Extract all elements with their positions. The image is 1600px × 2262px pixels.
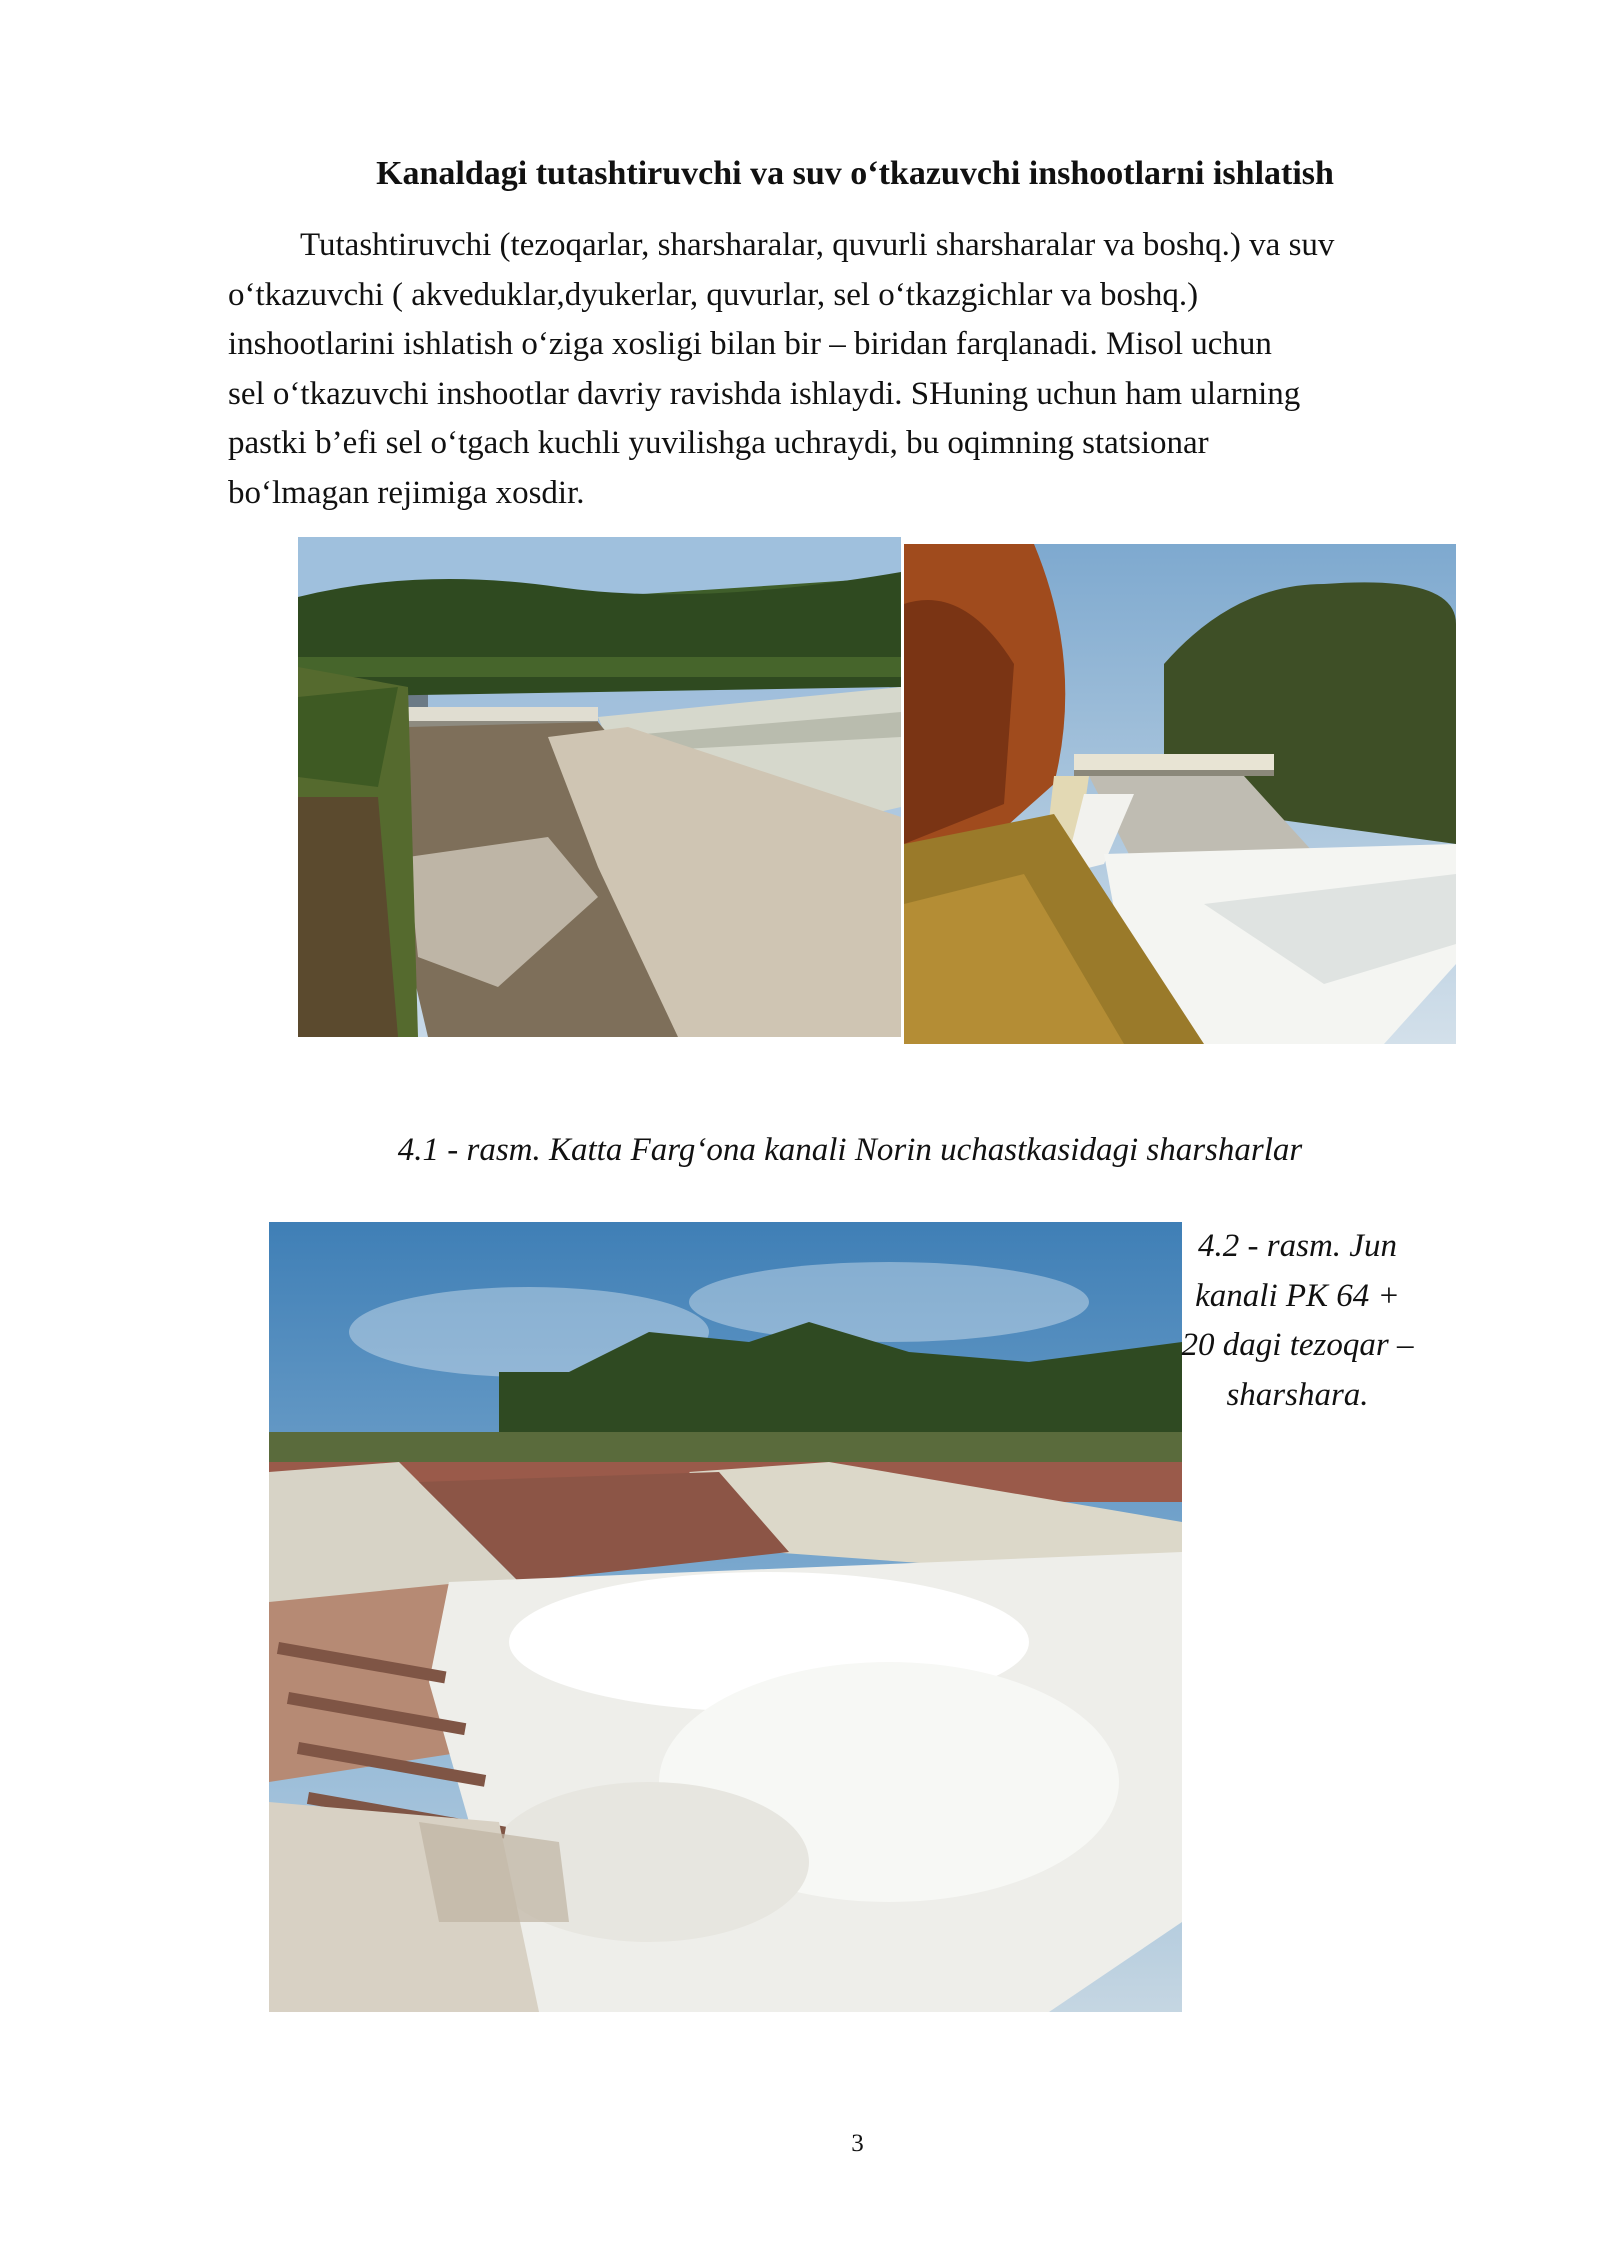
caption-line: 20 dagi tezoqar – [1181,1327,1414,1363]
paragraph-line: Tutashtiruvchi (tezoqarlar, sharsharalar, quvurli sharsharalar va boshq.) va suv [300,227,1335,263]
page-title: Kanaldagi tutashtiruvchi va suv o‘tkazuvchi inshootlarni ishlatish [376,155,1334,192]
paragraph-line: o‘tkazuvchi ( akveduklar,dyukerlar, quvurlar, sel o‘tkazgichlar va boshq.) [228,276,1199,313]
caption-line: kanali PK 64 + [1195,1277,1400,1314]
caption-line: 4.2 - rasm. Jun [1198,1228,1397,1264]
paragraph-line: pastki b’efi sel o‘tgach kuchli yuvilishga uchraydi, bu oqimning statsionar [228,425,1209,461]
paragraph-line: inshootlarini ishlatish o‘ziga xosligi bilan bir – biridan farqlanadi. Misol uchun [228,326,1272,362]
figure-2-caption [1145,1222,1450,1420]
figure-1-caption: 4.1 - rasm. Katta Farg‘ona kanali Norin uchastkasidagi sharsharlar [397,1132,1303,1168]
rapid-drop-photo [269,1222,1182,2012]
canal-drop-photo-left [298,537,901,1037]
paragraph-line: bo‘lmagan rejimiga xosdir. [228,474,585,511]
caption-line: sharshara. [1226,1376,1369,1413]
page-number: 3 [851,2130,864,2157]
body-paragraph [228,221,1490,518]
canal-drop-photo-right [904,544,1456,1044]
paragraph-line: sel o‘tkazuvchi inshootlar davriy ravishda ishlaydi. SHuning uchun ham ularning [228,375,1301,412]
